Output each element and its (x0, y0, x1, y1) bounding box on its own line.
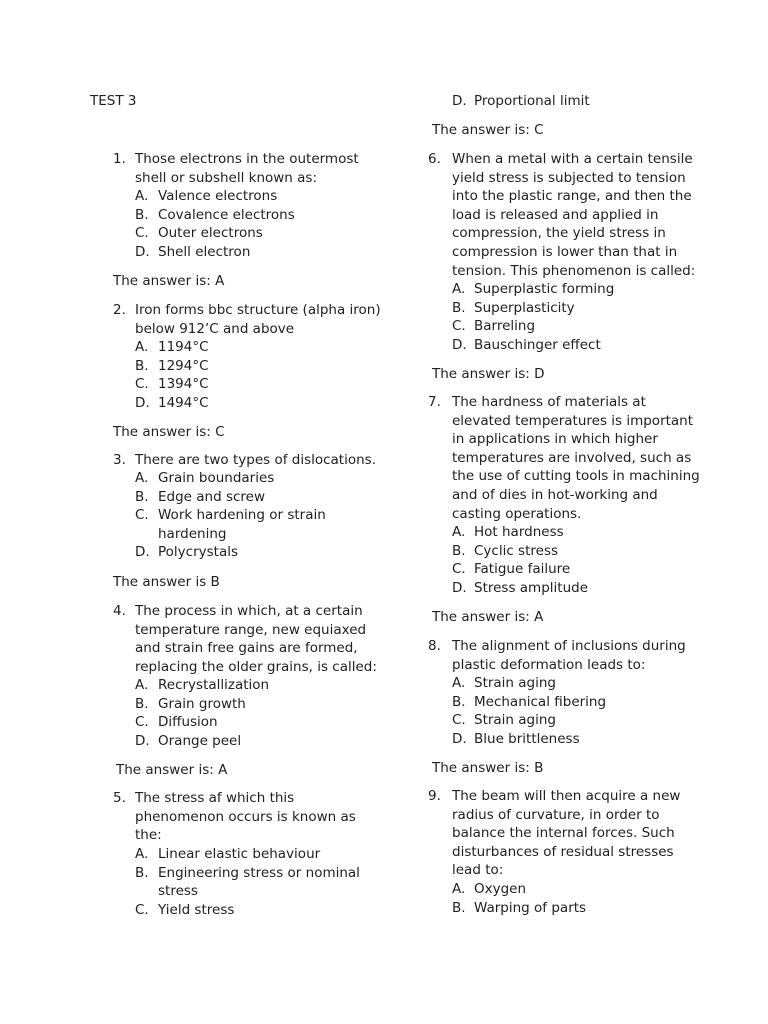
option-text: Covalence electrons (158, 206, 295, 223)
option-letter: A. (135, 470, 149, 486)
option-letter: B. (452, 299, 466, 316)
option-text: Barreling (474, 318, 536, 335)
question-text: The process in which, at a certain (135, 603, 363, 619)
question-text: disturbances of residual stresses (452, 843, 674, 860)
answer-line: The answer is: C (113, 424, 225, 440)
option-text: 1294°C (158, 357, 209, 374)
question-text: There are two types of dislocations. (135, 452, 376, 468)
option-letter: C. (452, 318, 466, 335)
option-letter: D. (135, 243, 150, 260)
option-text: Polycrystals (158, 544, 239, 561)
question-text: plastic deformation leads to: (452, 656, 646, 673)
option-letter: C. (135, 901, 149, 918)
question-number: 8. (428, 638, 441, 654)
option-text: 1194°C (158, 339, 209, 355)
option-letter: B. (135, 864, 149, 881)
question-number: 3. (113, 452, 126, 468)
option-letter: D. (135, 394, 150, 411)
question-number: 4. (113, 603, 126, 619)
option-letter: D. (452, 93, 467, 109)
option-letter: A. (135, 188, 149, 204)
question-text: temperature range, new equiaxed (135, 621, 367, 638)
option-text: Outer electrons (158, 225, 263, 242)
option-text: stress (158, 883, 198, 900)
option-text: Diffusion (158, 714, 218, 731)
question-text: replacing the older grains, is called: (135, 658, 377, 675)
option-text: Hot hardness (474, 524, 564, 540)
option-text: Orange peel (158, 732, 242, 749)
option-text: Mechanical fibering (474, 693, 607, 710)
option-text: Oxygen (474, 881, 527, 897)
option-text: Yield stress (158, 901, 235, 918)
option-letter: C. (135, 714, 149, 731)
question-text: temperatures are involved, such as (452, 449, 692, 466)
option-text: Strain aging (474, 712, 557, 729)
question-text: radius of curvature, in order to (452, 806, 660, 823)
question-text: The hardness of materials at (452, 394, 646, 410)
option-text: Recrystallization (158, 677, 270, 693)
question-text: tension. This phenomenon is called: (452, 262, 696, 279)
option-letter: D. (452, 336, 467, 353)
option-letter: C. (135, 507, 149, 524)
option-text: Warping of parts (474, 899, 587, 916)
option-text: Grain boundaries (158, 470, 275, 486)
answer-line: The answer is: A (432, 609, 544, 625)
answer-line: The answer is: C (432, 122, 544, 138)
option-text: Superplasticity (474, 299, 575, 316)
question-text: into the plastic range, and then the (452, 188, 692, 205)
question-number: 2. (113, 302, 126, 318)
question-text: the: (135, 827, 162, 844)
question-text: elevated temperatures is important (452, 412, 694, 429)
option-letter: D. (452, 730, 467, 747)
option-letter: A. (135, 846, 149, 862)
question-text: The beam will then acquire a new (452, 788, 681, 804)
test-title: TEST 3 (90, 93, 137, 109)
option-text: 1394°C (158, 376, 209, 393)
option-text: Valence electrons (158, 188, 278, 204)
answer-line: The answer is: A (116, 762, 228, 778)
question-text: The alignment of inclusions during (452, 638, 686, 654)
option-letter: A. (452, 881, 466, 897)
option-letter: B. (452, 542, 466, 559)
question-text: the use of cutting tools in machining (452, 468, 700, 485)
option-letter: A. (135, 339, 149, 355)
option-text: Edge and screw (158, 488, 266, 505)
option-letter: A. (452, 524, 466, 540)
option-letter: B. (135, 206, 149, 223)
question-number: 5. (113, 790, 126, 806)
question-number: 6. (428, 151, 441, 167)
option-text: Fatigue failure (474, 561, 571, 578)
option-text: Strain aging (474, 675, 557, 691)
option-letter: A. (452, 281, 466, 297)
option-letter: D. (135, 732, 150, 749)
option-letter: C. (135, 376, 149, 393)
option-letter: D. (452, 579, 467, 596)
answer-line: The answer is: D (432, 366, 545, 382)
question-text: in applications in which higher (452, 431, 658, 448)
option-text: Grain growth (158, 695, 246, 712)
question-text: load is released and applied in (452, 206, 659, 223)
option-text: Blue brittleness (474, 730, 580, 747)
option-text: Work hardening or strain (158, 507, 326, 524)
option-letter: A. (135, 677, 149, 693)
option-text: Proportional limit (474, 93, 590, 109)
question-text: phenomenon occurs is known as (135, 808, 356, 825)
option-text: Bauschinger effect (474, 336, 601, 353)
option-text: Superplastic forming (474, 281, 615, 297)
option-letter: D. (135, 544, 150, 561)
option-letter: B. (135, 357, 149, 374)
option-letter: C. (452, 561, 466, 578)
question-text: The stress af which this (135, 790, 295, 806)
option-letter: B. (452, 693, 466, 710)
question-text: and strain free gains are formed, (135, 640, 358, 657)
option-text: hardening (158, 525, 227, 542)
option-letter: B. (135, 695, 149, 712)
question-text: balance the internal forces. Such (452, 825, 675, 842)
answer-line: The answer is: A (113, 273, 225, 289)
question-text: lead to: (452, 862, 504, 879)
option-letter: C. (452, 712, 466, 729)
option-text: Linear elastic behaviour (158, 846, 321, 862)
question-number: 7. (428, 394, 441, 410)
answer-line: The answer is B (113, 574, 220, 590)
option-text: 1494°C (158, 394, 209, 411)
option-text: Cyclic stress (474, 542, 559, 559)
option-letter: B. (135, 488, 149, 505)
question-text: yield stress is subjected to tension (452, 169, 686, 186)
option-letter: C. (135, 225, 149, 242)
question-text: compression, the yield stress in (452, 225, 666, 242)
option-text: Stress amplitude (474, 579, 588, 596)
question-number: 9. (428, 788, 441, 804)
option-text: Shell electron (158, 243, 251, 260)
option-text: Engineering stress or nominal (158, 864, 360, 881)
question-number: 1. (113, 151, 126, 167)
answer-line: The answer is: B (432, 760, 544, 776)
question-text: Iron forms bbc structure (alpha iron) (135, 302, 381, 318)
question-text: When a metal with a certain tensile (452, 151, 693, 167)
question-text: casting operations. (452, 505, 582, 522)
question-text: shell or subshell known as: (135, 169, 318, 186)
option-letter: B. (452, 899, 466, 916)
question-text: compression is lower than that in (452, 244, 678, 260)
question-text: below 912’C and above (135, 320, 295, 337)
question-text: Those electrons in the outermost (135, 151, 359, 167)
option-letter: A. (452, 675, 466, 691)
question-text: and of dies in hot-working and (452, 487, 658, 503)
